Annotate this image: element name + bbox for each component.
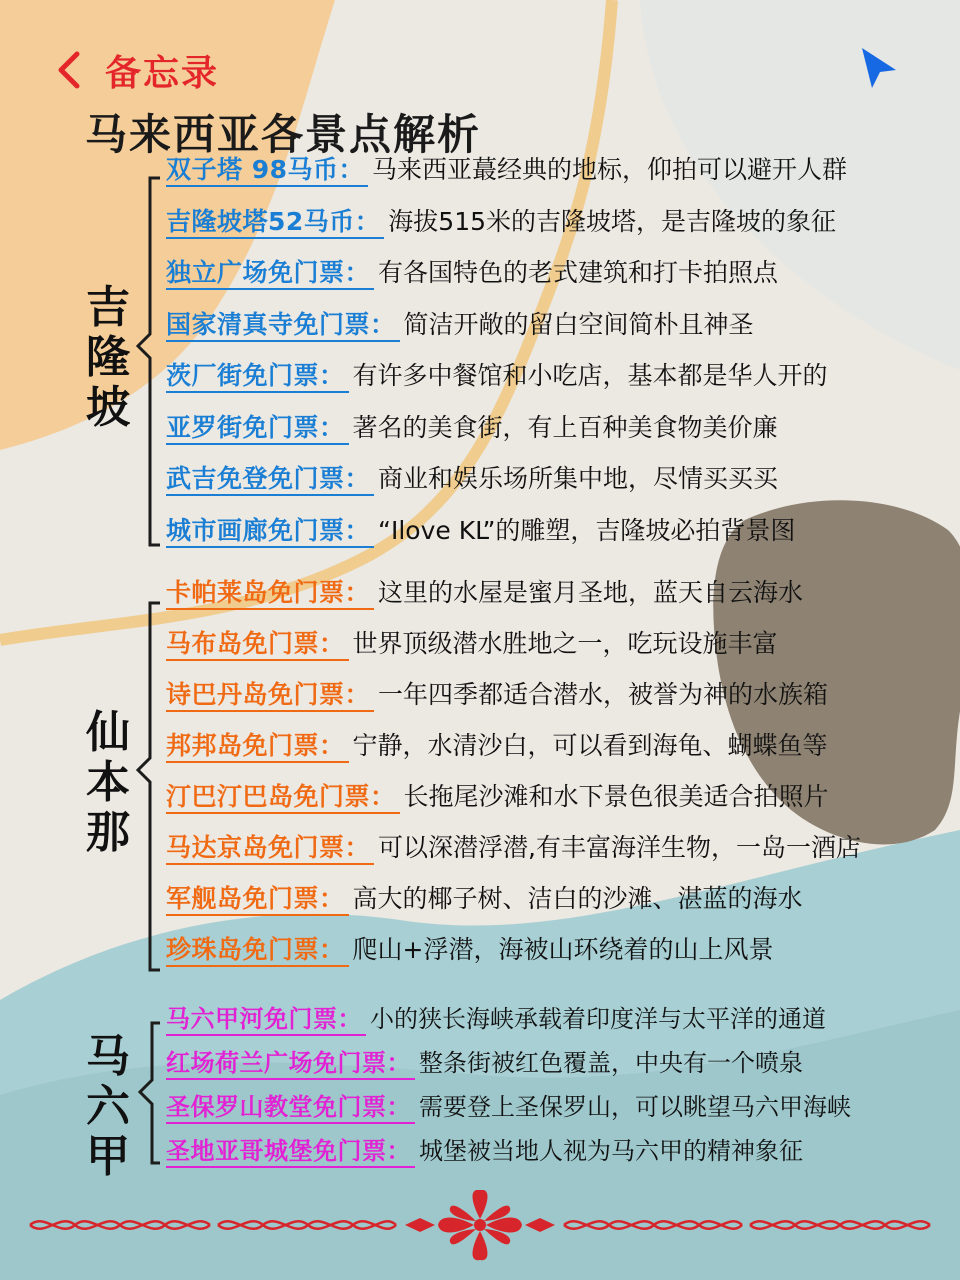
attraction-desc: 城堡被当地人视为马六甲的精神象征 [419, 1137, 803, 1165]
attraction-desc: 高大的椰子树、洁白的沙滩、湛蓝的海水 [352, 884, 803, 913]
list-item [166, 1004, 851, 1048]
page-title: 马来西亚各景点解析 [85, 110, 482, 159]
attraction-desc: 商业和娱乐场所集中地，尽情买买买 [378, 464, 779, 493]
attraction-name: 卡帕莱岛免门票： [166, 578, 374, 610]
list-item [166, 629, 861, 680]
attraction-desc: 著名的美食街，有上百种美食物美价廉 [352, 412, 778, 442]
attraction-name: 亚罗街免门票： [166, 413, 349, 445]
attraction-name: 马六甲河免门票： [166, 1004, 366, 1036]
attraction-desc: 整条街被红色覆盖，中央有一个喷泉 [419, 1049, 803, 1077]
list-item [166, 155, 847, 207]
attraction-name: 诗巴丹岛免门票： [166, 680, 374, 712]
attraction-name: 国家清真寺免门票： [166, 310, 400, 342]
region-label-semporna: 仙 本 那 [86, 707, 130, 858]
attraction-desc: 长拖尾沙滩和水下景色很美适合拍照片 [403, 782, 829, 811]
attraction-desc: 有各国特色的老式建筑和打卡拍照点 [378, 258, 779, 287]
attraction-name: 双子塔 98马币： [166, 155, 368, 187]
attraction-name: 茨厂街免门票： [166, 361, 349, 393]
attraction-name: 圣保罗山教堂免门票： [166, 1092, 415, 1124]
attraction-name: 汀巴汀巴岛免门票： [166, 782, 400, 814]
attraction-desc: 可以深潜浮潜,有丰富海洋生物，一岛一酒店 [378, 833, 861, 862]
list-item [166, 361, 847, 413]
region-label-melaka: 马 六 甲 [86, 1031, 130, 1182]
attraction-desc: 小的狭长海峡承载着印度洋与太平洋的通道 [370, 1005, 826, 1033]
attraction-desc: 世界顶级潜水胜地之一，吃玩设施丰富 [352, 629, 778, 658]
attraction-desc: 这里的水屋是蜜月圣地，蓝天自云海水 [378, 578, 804, 607]
list-item [166, 1092, 851, 1136]
back-label: 备忘录 [105, 52, 220, 94]
list-item [166, 833, 861, 884]
attraction-desc: 一年四季都适合潜水，被誉为神的水族箱 [378, 680, 829, 709]
list-item [166, 413, 847, 465]
attraction-desc: 马来西亚蕞经典的地标，仰拍可以避开人群 [372, 155, 848, 184]
attraction-desc: 需要登上圣保罗山，可以眺望马六甲海峡 [419, 1093, 851, 1121]
attraction-desc: 爬山+浮潜，海被山环绕着的山上风景 [352, 935, 774, 964]
list-item [166, 731, 861, 782]
attraction-desc: 宁静，水清沙白，可以看到海龟、蝴蝶鱼等 [352, 731, 828, 760]
region-list-kuala-lumpur [166, 155, 847, 567]
attraction-name: 武吉免登免门票： [166, 464, 374, 496]
list-item [166, 1048, 851, 1092]
attraction-name: 珍珠岛免门票： [166, 935, 349, 967]
region-list-semporna [166, 578, 861, 986]
list-item [166, 464, 847, 516]
attraction-name: 圣地亚哥城堡免门票： [166, 1136, 415, 1168]
attraction-desc: “Ilove KL”的雕塑，吉隆坡必拍背景图 [378, 515, 796, 545]
attraction-name: 马达京岛免门票： [166, 833, 374, 865]
attraction-desc: 简洁开敞的留白空间简朴且神圣 [403, 309, 754, 339]
list-item [166, 578, 861, 629]
list-item [166, 935, 861, 986]
floral-divider-icon [0, 1190, 960, 1270]
list-item [166, 782, 861, 833]
attraction-name: 邦邦岛免门票： [166, 731, 349, 763]
attraction-desc: 海拔515米的吉隆坡塔，是吉隆坡的象征 [388, 206, 837, 236]
list-item [166, 884, 861, 935]
list-item [166, 1136, 851, 1180]
region-list-melaka [166, 1004, 851, 1180]
back-button[interactable] [55, 45, 219, 95]
attraction-name: 红场荷兰广场免门票： [166, 1048, 415, 1080]
attraction-name: 吉隆坡塔52马币： [166, 207, 384, 239]
list-item [166, 310, 847, 362]
list-item [166, 680, 861, 731]
attraction-name: 城市画廊免门票： [166, 516, 374, 548]
attraction-name: 军舰岛免门票： [166, 884, 349, 916]
cursor-arrow-icon [858, 44, 900, 92]
attraction-name: 独立广场免门票： [166, 258, 374, 290]
list-item [166, 207, 847, 259]
attraction-name: 马布岛免门票： [166, 629, 349, 661]
chevron-left-icon [55, 50, 83, 90]
list-item [166, 516, 847, 568]
attraction-desc: 有许多中餐馆和小吃店，基本都是华人开的 [352, 361, 828, 390]
region-label-kuala-lumpur: 吉 隆 坡 [86, 282, 130, 433]
list-item [166, 258, 847, 310]
